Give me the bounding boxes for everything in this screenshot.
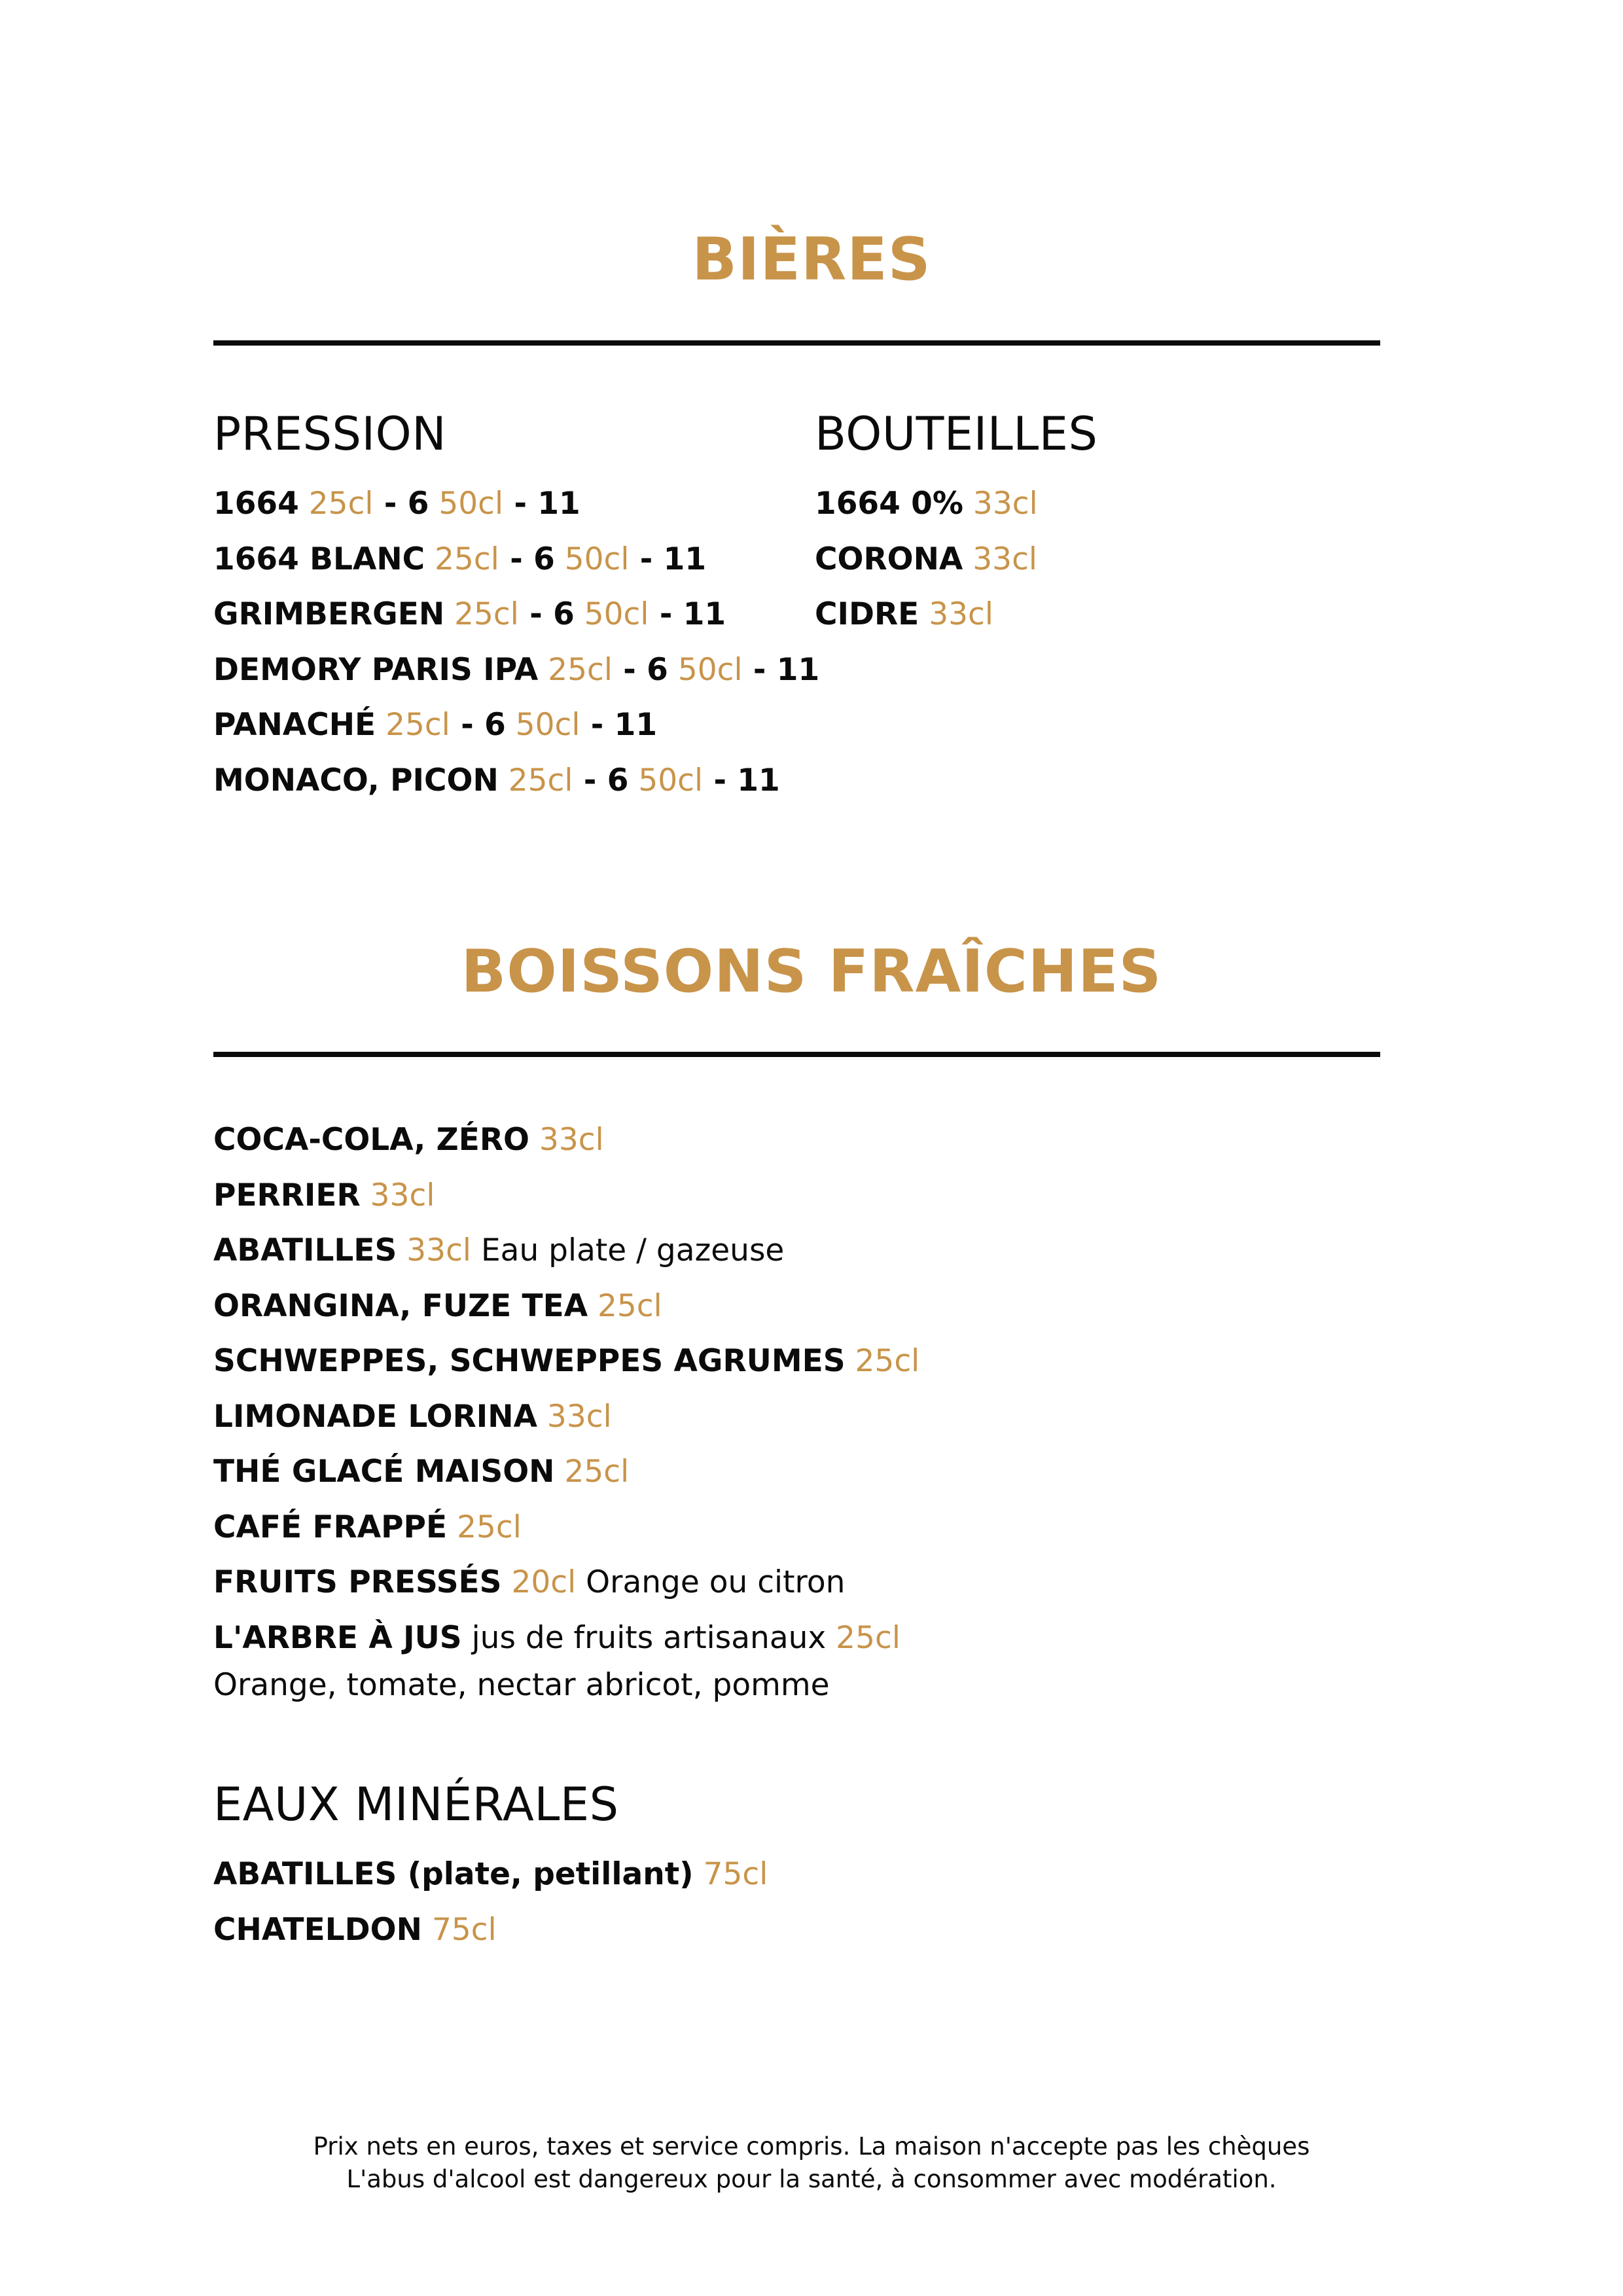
item-name: CIDRE (815, 596, 919, 632)
item-size: 33cl (370, 1177, 435, 1213)
bouteilles-heading: BOUTEILLES (815, 407, 1098, 461)
item-name: CAFÉ FRAPPÉ (213, 1509, 448, 1545)
item-size-large: 50cl (438, 486, 504, 522)
item-name: THÉ GLACÉ MAISON (213, 1454, 555, 1490)
separator: - (580, 707, 615, 743)
separator: - (629, 541, 664, 577)
item-price-small: 6 (607, 762, 629, 798)
item-name: ABATILLES (213, 1232, 397, 1268)
item-name: CORONA (815, 541, 963, 577)
boisson-item (213, 1168, 919, 1224)
item-size: 33cl (972, 541, 1037, 577)
item-price-large: 11 (737, 762, 780, 798)
item-price-small: 6 (553, 596, 575, 632)
boisson-item (213, 1390, 919, 1445)
footer-alcohol-warning: L'abus d'alcool est dangereux pour la santé, à consommer avec modération. (346, 2165, 1277, 2193)
item-size: 33cl (972, 486, 1038, 522)
item-size: 25cl (855, 1343, 920, 1379)
boisson-item (213, 1500, 919, 1556)
boisson-item (213, 1334, 919, 1390)
pression-item (213, 587, 819, 643)
item-size-small: 25cl (308, 486, 374, 522)
eaux-list (213, 1847, 768, 1958)
item-size: 25cl (597, 1287, 662, 1324)
separator: - (518, 596, 554, 632)
item-name: PERRIER (213, 1177, 361, 1213)
item-price-small: 6 (533, 541, 555, 577)
separator: - (649, 596, 683, 632)
pression-item (213, 532, 819, 588)
item-size-small: 25cl (454, 596, 519, 632)
item-description: Eau plate / gazeuse (480, 1232, 785, 1268)
item-size-small: 25cl (435, 541, 499, 577)
separator: - (703, 762, 738, 798)
item-size-large: 50cl (564, 541, 630, 577)
separator: - (573, 762, 607, 798)
bouteilles-item (815, 587, 1038, 643)
item-size-large: 50cl (584, 596, 649, 632)
pression-item (213, 698, 819, 753)
item-price-large: 11 (537, 486, 580, 522)
item-size-small: 25cl (508, 762, 573, 798)
item-size-small: 25cl (548, 651, 613, 688)
item-price-large: 11 (683, 596, 726, 632)
bieres-divider (213, 340, 1380, 346)
item-name: FRUITS PRESSÉS (213, 1564, 502, 1600)
item-price-small: 6 (647, 651, 668, 688)
item-size: 75cl (431, 1911, 497, 1948)
item-name: CHATELDON (213, 1911, 422, 1948)
item-price-small: 6 (407, 486, 429, 522)
item-price-small: 6 (484, 707, 506, 743)
pression-item (213, 643, 819, 698)
item-size: 33cl (539, 1122, 604, 1158)
item-name: LIMONADE LORINA (213, 1398, 537, 1435)
pression-heading: PRESSION (213, 407, 447, 461)
item-name: MONACO, PICON (213, 762, 499, 798)
bieres-title: BIÈRES (692, 225, 931, 294)
pression-item (213, 476, 819, 532)
item-name: SCHWEPPES, SCHWEPPES AGRUMES (213, 1343, 846, 1379)
item-name: ORANGINA, FUZE TEA (213, 1287, 588, 1324)
item-size-large: 50cl (677, 651, 743, 688)
boisson-item-arbre (213, 1611, 919, 1706)
separator: - (742, 651, 777, 688)
item-size: 33cl (406, 1232, 471, 1268)
item-description: Orange ou citron (586, 1564, 846, 1600)
item-price-large: 11 (776, 651, 820, 688)
boissons-divider (213, 1052, 1380, 1057)
bouteilles-item (815, 476, 1038, 532)
bouteilles-item (815, 532, 1038, 588)
item-name: L'ARBRE À JUS (213, 1619, 462, 1656)
eau-item (213, 1903, 768, 1958)
item-name: COCA-COLA, ZÉRO (213, 1122, 530, 1158)
separator: - (450, 707, 485, 743)
item-name: DEMORY PARIS IPA (213, 651, 539, 688)
item-size: 33cl (546, 1398, 612, 1435)
item-name: ABATILLES (plate, petillant) (213, 1856, 694, 1892)
item-name: 1664 BLANC (213, 541, 425, 577)
boissons-list (213, 1113, 919, 1705)
item-description: jus de fruits artisanaux (471, 1619, 827, 1656)
boisson-item (213, 1555, 919, 1611)
item-size-large: 50cl (515, 707, 580, 743)
item-sub-description: Orange, tomate, nectar abricot, pomme (213, 1667, 830, 1703)
boisson-item (213, 1223, 919, 1279)
item-size-large: 50cl (638, 762, 704, 798)
boisson-item (213, 1279, 919, 1335)
eaux-heading: EAUX MINÉRALES (213, 1778, 619, 1831)
boisson-item (213, 1444, 919, 1500)
separator: - (612, 651, 647, 688)
item-price-large: 11 (663, 541, 707, 577)
item-size: 20cl (511, 1564, 577, 1600)
pression-item (213, 753, 819, 809)
eau-item (213, 1847, 768, 1903)
bouteilles-list (815, 476, 1038, 643)
separator: - (373, 486, 408, 522)
separator: - (499, 541, 534, 577)
footer-pricing-note: Prix nets en euros, taxes et service compris. La maison n'accepte pas les chèques (313, 2132, 1310, 2161)
item-size-small: 25cl (385, 707, 450, 743)
boissons-fraiches-title: BOISSONS FRAÎCHES (461, 937, 1162, 1006)
item-size: 25cl (457, 1509, 522, 1545)
footer (0, 2130, 1623, 2196)
item-size: 33cl (929, 596, 993, 632)
item-name: GRIMBERGEN (213, 596, 445, 632)
item-size: 25cl (836, 1619, 901, 1656)
boisson-item (213, 1113, 919, 1168)
item-name: PANACHÉ (213, 707, 376, 743)
item-name: 1664 (213, 486, 299, 522)
item-size: 75cl (703, 1856, 768, 1892)
item-price-large: 11 (614, 707, 658, 743)
item-name: 1664 0% (815, 486, 963, 522)
separator: - (503, 486, 538, 522)
item-size: 25cl (564, 1454, 630, 1490)
pression-list (213, 476, 819, 808)
